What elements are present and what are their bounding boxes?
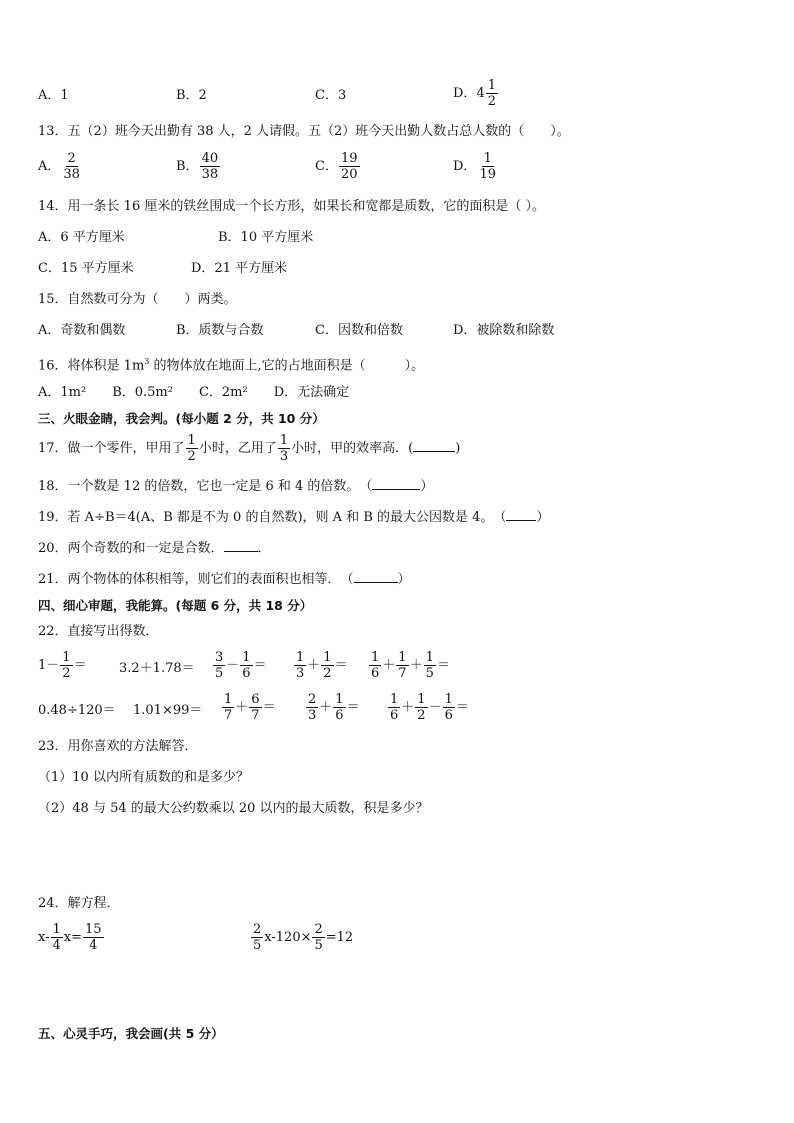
fraction [249, 692, 261, 723]
q18 [38, 479, 433, 495]
q16-text-post: 的物体放在地面上,它的占地面积是（ ）。 [149, 358, 425, 374]
q13-option-b [176, 151, 221, 182]
q22-expr [38, 650, 87, 681]
expr-text: ＋ [401, 700, 415, 715]
denominator: 7 [224, 708, 233, 723]
expr-text: ＝ [436, 658, 450, 673]
answer-blank[interactable] [413, 451, 455, 452]
fraction [251, 922, 263, 953]
fraction [396, 650, 408, 681]
q14-option-b: B．10 平方厘米 [218, 230, 314, 245]
fraction [186, 433, 198, 464]
q22-expr [221, 692, 276, 723]
q13-option-d [453, 151, 499, 182]
numerator: 1 [296, 650, 305, 665]
q22-expr [212, 650, 267, 681]
expr-text: ＝ [253, 658, 267, 673]
denominator: 3 [308, 708, 317, 723]
denominator: 4 [89, 938, 98, 953]
q12-option-a: A．1 [38, 88, 69, 103]
fraction [51, 922, 63, 953]
fraction [321, 650, 333, 681]
expr-text: 1－ [38, 658, 60, 673]
fraction [477, 151, 498, 182]
fraction [306, 692, 318, 723]
answer-blank[interactable] [224, 551, 258, 552]
q16-options: A．1m² B．0.5m² C．2m² D．无法确定 [38, 385, 350, 400]
option-label: A． [38, 159, 61, 174]
numerator: 2 [253, 922, 262, 937]
q13-text: 13．五（2）班今天出勤有 38 人，2 人请假。五（2）班今天出勤人数占总人数的（ ）。 [38, 124, 570, 139]
fraction [388, 692, 400, 723]
numerator: 40 [201, 151, 219, 166]
section-5-title: 五、心灵手巧，我会画(共 5 分） [38, 1026, 224, 1041]
numerator: 1 [62, 650, 71, 665]
q13-option-c [315, 151, 361, 182]
numerator: 1 [417, 692, 426, 707]
fraction [61, 151, 82, 182]
denominator: 38 [63, 167, 80, 182]
denominator: 6 [371, 666, 380, 681]
q15-option-a: A．奇数和偶数 [38, 323, 126, 338]
fraction [486, 78, 498, 109]
q17-text: 小时，甲的效率高．( [291, 441, 414, 456]
numerator: 1 [242, 650, 251, 665]
option-label: C． [315, 159, 338, 174]
fraction [222, 692, 234, 723]
q22-expr: 0.48÷120＝ [38, 703, 116, 718]
q22-expr [293, 650, 348, 681]
denominator: 4 [52, 938, 61, 953]
mixed-whole: 4 [476, 86, 485, 101]
q20 [38, 541, 271, 557]
expr-text: ＋ [382, 658, 396, 673]
numerator: 1 [323, 650, 332, 665]
answer-blank[interactable] [506, 520, 536, 521]
numerator: 1 [444, 692, 453, 707]
q13-option-a [38, 151, 83, 182]
denominator: 20 [340, 167, 358, 182]
denominator: 3 [296, 666, 305, 681]
q16-text-pre: 16．将体积是 1m [38, 358, 145, 374]
q24-equation-1 [38, 922, 105, 953]
q21-text: ） [397, 572, 411, 587]
q23-part-1: （1）10 以内所有质数的和是多少？ [38, 770, 249, 785]
q14-text: 14．用一条长 16 厘米的铁丝围成一个长方形，如果长和宽都是质数，它的面积是（ ）。 [38, 199, 545, 214]
denominator: 19 [479, 167, 496, 182]
q22-expr [368, 650, 450, 681]
q14-option-a: A．6 平方厘米 [38, 230, 125, 245]
q19-text: ） [536, 510, 550, 525]
q14-option-c: C．15 平方厘米 [38, 261, 134, 276]
q21 [38, 572, 411, 588]
denominator: 2 [487, 94, 496, 109]
expr-text: x- [38, 930, 50, 945]
fraction [424, 650, 436, 681]
fraction [200, 151, 221, 182]
fraction [83, 922, 104, 953]
fraction [369, 650, 381, 681]
numerator: 1 [279, 433, 289, 448]
q20-text: ． [257, 541, 271, 556]
fraction [415, 692, 427, 723]
expr-text: ＋ [409, 658, 423, 673]
numerator: 1 [483, 151, 492, 166]
numerator: 6 [251, 692, 260, 707]
expr-text: ＝ [346, 700, 360, 715]
fraction [60, 650, 72, 681]
q17 [38, 433, 460, 464]
option-label: D． [453, 159, 477, 174]
q22-expr [387, 692, 469, 723]
numerator: 1 [335, 692, 344, 707]
answer-blank[interactable] [354, 582, 398, 583]
fraction [312, 922, 324, 953]
q14-option-d: D．21 平方厘米 [191, 261, 288, 276]
q22-expr: 3.2＋1.78＝ [119, 661, 195, 676]
numerator: 1 [52, 922, 61, 937]
q16-text [38, 354, 424, 374]
q18-text: 18．一个数是 12 的倍数，它也一定是 6 和 4 的倍数。 （ [38, 479, 373, 494]
expr-text: － [226, 658, 240, 673]
expr-text: － [428, 700, 442, 715]
q15-text: 15．自然数可分为（ ）两类。 [38, 292, 237, 307]
q15-option-c: C．因数和倍数 [315, 323, 403, 338]
q20-text: 20．两个奇数的和一定是合数． [38, 541, 224, 556]
expr-text: x= [63, 930, 83, 945]
denominator: 6 [444, 708, 453, 723]
q22-expr [305, 692, 360, 723]
q23-part-2: （2）48 与 54 的最大公约数乘以 20 以内的最大质数，积是多少？ [38, 801, 429, 816]
section-3-title: 三、火眼金睛，我会判。(每小题 2 分，共 10 分） [38, 411, 325, 426]
numerator: 1 [398, 650, 407, 665]
q17-text: 小时，乙用了 [198, 441, 277, 456]
denominator: 2 [62, 666, 71, 681]
denominator: 6 [335, 708, 344, 723]
superscript: 3 [144, 357, 150, 366]
denominator: 38 [201, 167, 219, 182]
denominator: 2 [323, 666, 332, 681]
denominator: 5 [253, 938, 262, 953]
denominator: 7 [251, 708, 260, 723]
denominator: 6 [242, 666, 251, 681]
denominator: 2 [417, 708, 426, 723]
q17-text: 17．做一个零件，甲用了 [38, 441, 185, 456]
fraction [294, 650, 306, 681]
numerator: 1 [425, 650, 434, 665]
numerator: 15 [85, 922, 102, 937]
option-label: D． [453, 86, 477, 101]
numerator: 1 [390, 692, 399, 707]
numerator: 2 [308, 692, 317, 707]
numerator: 3 [215, 650, 224, 665]
expr-text: ＋ [319, 700, 333, 715]
option-label: B． [176, 159, 199, 174]
numerator: 2 [314, 922, 323, 937]
q15-option-b: B．质数与合数 [176, 323, 264, 338]
fraction [443, 692, 455, 723]
q12-option-d [453, 78, 499, 109]
answer-blank[interactable] [372, 489, 420, 490]
q23-title: 23．用你喜欢的方法解答． [38, 739, 198, 754]
q12-option-c: C．3 [315, 88, 347, 103]
fraction [339, 151, 360, 182]
section-4-title: 四、细心审题，我能算。(每题 6 分，共 18 分） [38, 598, 313, 613]
fraction [213, 650, 225, 681]
q22-title: 22．直接写出得数． [38, 624, 159, 639]
q12-option-b: B．2 [176, 88, 207, 103]
denominator: 3 [279, 449, 289, 464]
q17-text: ) [455, 441, 461, 456]
numerator: 19 [340, 151, 358, 166]
denominator: 2 [187, 449, 196, 464]
numerator: 1 [487, 78, 496, 93]
q22-expr: 1.01×99＝ [133, 703, 203, 718]
q19 [38, 510, 549, 526]
q21-text: 21．两个物体的体积相等，则它们的表面积也相等． （ [38, 572, 354, 587]
numerator: 1 [371, 650, 380, 665]
denominator: 5 [425, 666, 434, 681]
expr-text: ＝ [262, 700, 276, 715]
fraction [278, 433, 290, 464]
expr-text: x-120× [264, 930, 312, 945]
q24-title: 24．解方程． [38, 896, 120, 911]
denominator: 5 [314, 938, 323, 953]
expr-text: ＝ [455, 700, 469, 715]
denominator: 6 [390, 708, 399, 723]
denominator: 7 [398, 666, 407, 681]
q18-text: ） [420, 479, 434, 494]
numerator: 1 [224, 692, 233, 707]
numerator: 1 [187, 433, 196, 448]
q19-text: 19．若 A÷B＝4(A、B 都是不为 0 的自然数)，则 A 和 B 的最大公因数是 4。 （ [38, 510, 507, 525]
expr-text: ＋ [307, 658, 321, 673]
denominator: 5 [215, 666, 224, 681]
expr-text: ＋ [235, 700, 249, 715]
numerator: 2 [67, 151, 76, 166]
q15-option-d: D．被除数和除数 [453, 323, 555, 338]
fraction [333, 692, 345, 723]
fraction [240, 650, 252, 681]
expr-text: ＝ [334, 658, 348, 673]
expr-text: =12 [325, 930, 354, 945]
expr-text: ＝ [73, 658, 87, 673]
q24-equation-2 [250, 922, 353, 953]
